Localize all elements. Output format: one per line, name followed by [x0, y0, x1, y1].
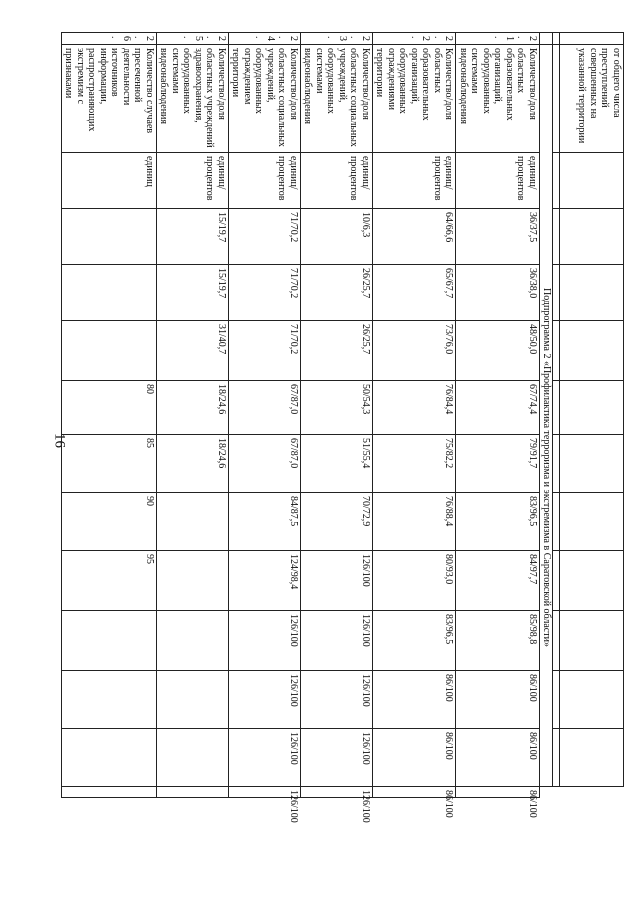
table-row — [157, 33, 229, 798]
cell-indicator: Количество/доля областных социальных учреждений, оборудованных системами видеонаблюдения — [301, 45, 373, 153]
cell-value: 84/97,7 — [456, 551, 540, 611]
spacer-cell — [553, 493, 560, 551]
indicators-table — [61, 32, 624, 823]
cell-value — [62, 321, 157, 381]
cell-value: 26/25,7 — [301, 321, 373, 381]
spacer-cell — [540, 33, 553, 45]
cell-value: 126/100 — [229, 671, 301, 729]
table-row — [456, 33, 540, 798]
cell-indicator: Количество/доля областных учреждений здравоохранения, оборудованных системами видеонаблюдения — [157, 45, 229, 153]
cell-value — [62, 671, 157, 729]
cell-value: 80/93,0 — [373, 551, 457, 611]
cell-indicator: Количество случаев пресеченной деятельности источников информации, распространяющих экстремизм с признаками — [62, 45, 157, 153]
cell-value: 83/96,5 — [456, 493, 540, 551]
cell-value: 76/84,4 — [373, 381, 457, 435]
cell-value: 67/87,0 — [229, 381, 301, 435]
cell-unit: единиц/ процентов — [373, 153, 457, 209]
cell-value: 86/100 — [373, 729, 457, 787]
cell-value: 76/88,4 — [373, 493, 457, 551]
cell-unit: единиц/ процентов — [157, 153, 229, 209]
cell-value: 126/100 — [301, 551, 373, 611]
cell-value — [157, 671, 229, 729]
cell-value: 70/72,9 — [301, 493, 373, 551]
cell-unit: единиц/ процентов — [229, 153, 301, 209]
cell-value — [560, 671, 624, 729]
subprogram-title-text: Подпрограмма 2 «Профилактика терроризма и экстремизма в Саратовской области» — [541, 288, 552, 647]
cell-value — [560, 611, 624, 671]
subprogram-header-row — [540, 33, 553, 798]
cell-value: 86/100 — [456, 787, 540, 798]
spacer-cell — [553, 381, 560, 435]
cell-value: 31/40,7 — [157, 321, 229, 381]
table-row — [229, 33, 301, 798]
cell-value — [560, 729, 624, 787]
cell-value: 86/100 — [373, 787, 457, 798]
cell-value: 36/38,0 — [456, 265, 540, 321]
cell-value: 85 — [62, 435, 157, 493]
cell-value: 18/24,6 — [157, 381, 229, 435]
cell-value: 126/100 — [301, 671, 373, 729]
cell-value — [560, 493, 624, 551]
cell-value: 15/19,7 — [157, 209, 229, 265]
cell-index: 2.3. — [301, 33, 373, 45]
cell-unit — [560, 153, 624, 209]
cell-indicator: от общего числа преступлений совершенных на указанной территории — [560, 45, 624, 153]
table-row — [373, 33, 457, 798]
cell-value: 90 — [62, 493, 157, 551]
spacer-cell — [553, 611, 560, 671]
cell-value: 86/100 — [373, 671, 457, 729]
spacer-cell — [553, 45, 560, 153]
table-row — [301, 33, 373, 798]
cell-value: 126/100 — [229, 611, 301, 671]
cell-value — [560, 551, 624, 611]
cell-value: 84/87,5 — [229, 493, 301, 551]
subprogram-title — [540, 45, 553, 787]
cell-value — [62, 209, 157, 265]
cell-value — [62, 611, 157, 671]
cell-value: 48/50,0 — [456, 321, 540, 381]
cell-value: 10/6,3 — [301, 209, 373, 265]
cell-value: 67/87,0 — [229, 435, 301, 493]
cell-value: 95 — [62, 551, 157, 611]
cell-value: 80 — [62, 381, 157, 435]
cell-index: 2.6. — [62, 33, 157, 45]
cell-value — [157, 551, 229, 611]
cell-index — [560, 33, 624, 45]
cell-value — [560, 321, 624, 381]
cell-index: 2.2. — [373, 33, 457, 45]
cell-value: 26/25,7 — [301, 265, 373, 321]
cell-value — [560, 209, 624, 265]
cell-value: 85/98,8 — [456, 611, 540, 671]
cell-value: 71/70,2 — [229, 209, 301, 265]
cell-indicator: Количество/доля областных образовательных организаций, оборудованных ограждениями территории — [373, 45, 457, 153]
cell-value: 126/100 — [229, 729, 301, 787]
cell-value: 79/91,7 — [456, 435, 540, 493]
cell-value: 73/76,0 — [373, 321, 457, 381]
cell-value: 50/54,3 — [301, 381, 373, 435]
table-row — [62, 33, 157, 798]
spacer-cell — [553, 671, 560, 729]
cell-value — [62, 729, 157, 787]
cell-value: 124/98,4 — [229, 551, 301, 611]
cell-value: 83/96,5 — [373, 611, 457, 671]
table-row-spacer — [553, 33, 560, 798]
cell-value — [62, 265, 157, 321]
cell-value: 126/100 — [301, 787, 373, 798]
cell-indicator: Количество/доля областных социальных учреждений, оборудованных ограждением территории — [229, 45, 301, 153]
spacer-cell — [553, 435, 560, 493]
cell-value: 126/100 — [229, 787, 301, 798]
cell-value: 75/82,2 — [373, 435, 457, 493]
page-number: 16 — [51, 433, 68, 448]
cell-value: 67/74,4 — [456, 381, 540, 435]
cell-value — [157, 611, 229, 671]
spacer-cell — [553, 33, 560, 45]
spacer-cell — [553, 551, 560, 611]
spacer-cell — [553, 209, 560, 265]
cell-unit: единиц/ процентов — [456, 153, 540, 209]
cell-unit: единиц/ процентов — [301, 153, 373, 209]
cell-index: 2.5. — [157, 33, 229, 45]
cell-value: 18/24,6 — [157, 435, 229, 493]
cell-value — [157, 729, 229, 787]
cell-index: 2.1. — [456, 33, 540, 45]
spacer-cell — [553, 153, 560, 209]
cell-value: 126/100 — [301, 611, 373, 671]
cell-value — [560, 435, 624, 493]
cell-value: 64/66,6 — [373, 209, 457, 265]
table-row-continuation — [560, 33, 624, 798]
cell-value: 71/70,2 — [229, 321, 301, 381]
rotated-table-container — [63, 32, 624, 823]
spacer-cell — [553, 321, 560, 381]
cell-value — [560, 265, 624, 321]
cell-value — [62, 787, 157, 798]
cell-value: 36/37,5 — [456, 209, 540, 265]
cell-index: 2.4. — [229, 33, 301, 45]
cell-value: 51/55,4 — [301, 435, 373, 493]
cell-value: 126/100 — [301, 729, 373, 787]
spacer-cell — [553, 729, 560, 787]
cell-value: 65/67,7 — [373, 265, 457, 321]
cell-value: 15/19,7 — [157, 265, 229, 321]
cell-value — [560, 381, 624, 435]
cell-value: 86/100 — [456, 671, 540, 729]
cell-value: 86/100 — [456, 729, 540, 787]
cell-value: 71/70,2 — [229, 265, 301, 321]
cell-value — [157, 493, 229, 551]
spacer-cell — [553, 265, 560, 321]
cell-indicator: Количество/доля областных образовательных организаций, оборудованных системами видеонаблюдения — [456, 45, 540, 153]
cell-value — [157, 787, 229, 798]
cell-unit: единиц — [62, 153, 157, 209]
